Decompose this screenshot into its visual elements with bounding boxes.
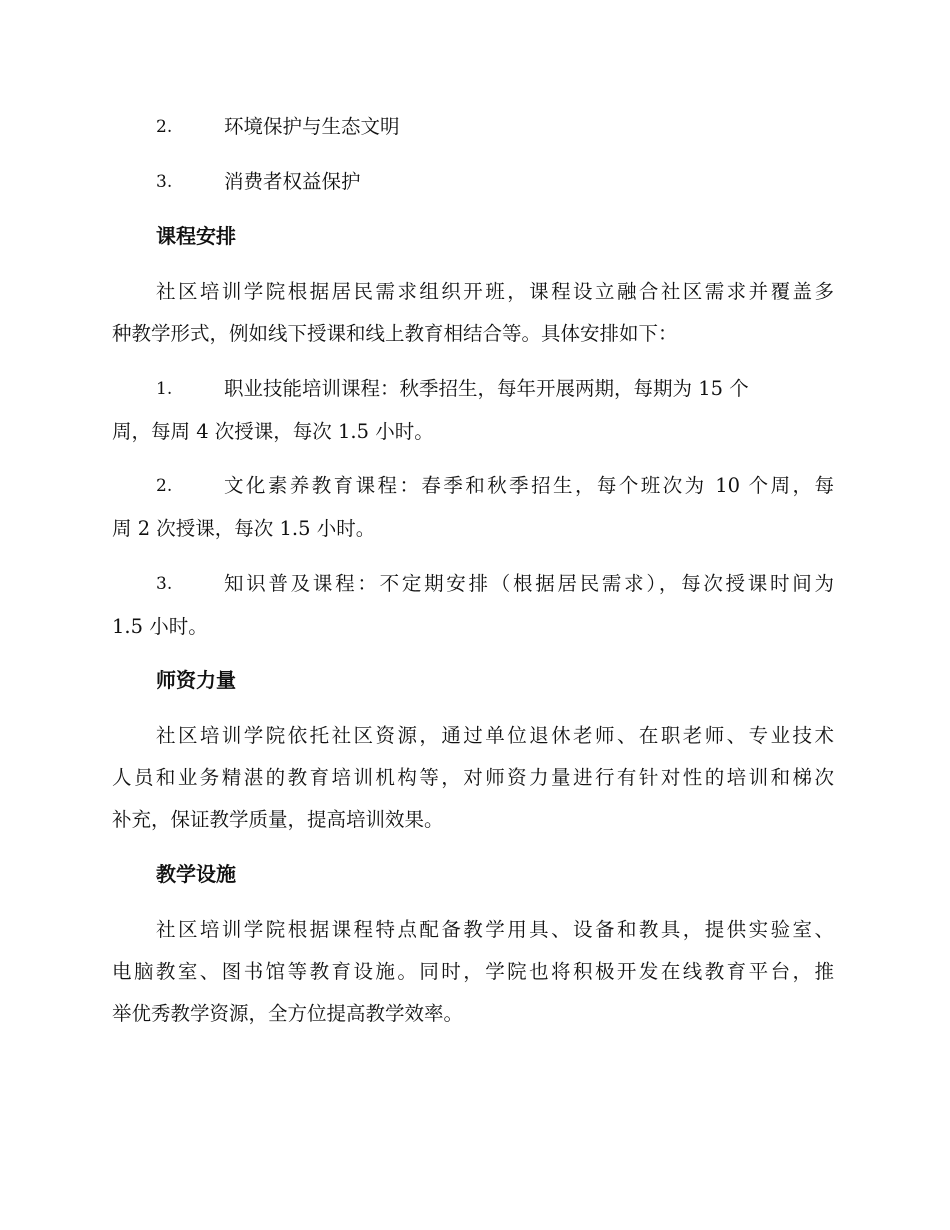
paragraph-line: 种教学形式，例如线下授课和线上教育相结合等。具体安排如下：: [112, 322, 678, 345]
list-item-text: 消费者权益保护: [224, 170, 361, 193]
list-item-text: 环境保护与生态文明: [224, 115, 400, 138]
list-item-number: 2.: [156, 476, 173, 496]
list-item-continuation: 周 2 次授课，每次 1.5 小时。: [112, 517, 376, 540]
list-item-number: 3.: [156, 574, 173, 594]
paragraph-line: 补充，保证教学质量，提高培训效果。: [112, 808, 444, 831]
paragraph-line: 社区培训学院根据居民需求组织开班，课程设立融合社区需求并覆盖多: [156, 280, 834, 303]
list-item-continuation: 1.5 小时。: [112, 615, 208, 638]
list-item-text: 职业技能培训课程：秋季招生，每年开展两期，每期为 15 个: [224, 377, 749, 400]
list-item-number: 1.: [156, 379, 173, 399]
list-item-number: 2.: [156, 117, 173, 137]
list-item-number: 3.: [156, 172, 173, 192]
paragraph-line: 社区培训学院根据课程特点配备教学用具、设备和教具，提供实验室、: [156, 918, 834, 941]
paragraph-line: 社区培训学院依托社区资源，通过单位退休老师、在职老师、专业技术: [156, 724, 834, 747]
list-item-text: 知识普及课程：不定期安排（根据居民需求），每次授课时间为: [224, 572, 834, 595]
section-heading-facilities: 教学设施: [156, 862, 236, 886]
paragraph-line: 电脑教室、图书馆等教育设施。同时，学院也将积极开发在线教育平台，推: [112, 960, 834, 983]
paragraph-line: 举优秀教学资源，全方位提高教学效率。: [112, 1002, 464, 1025]
list-item-text: 文化素养教育课程：春季和秋季招生，每个班次为 10 个周，每: [224, 474, 834, 497]
section-heading-faculty: 师资力量: [156, 668, 236, 692]
paragraph-line: 人员和业务精湛的教育培训机构等，对师资力量进行有针对性的培训和梯次: [112, 766, 834, 789]
section-heading-schedule: 课程安排: [156, 224, 236, 248]
list-item-continuation: 周，每周 4 次授课，每次 1.5 小时。: [112, 420, 434, 443]
